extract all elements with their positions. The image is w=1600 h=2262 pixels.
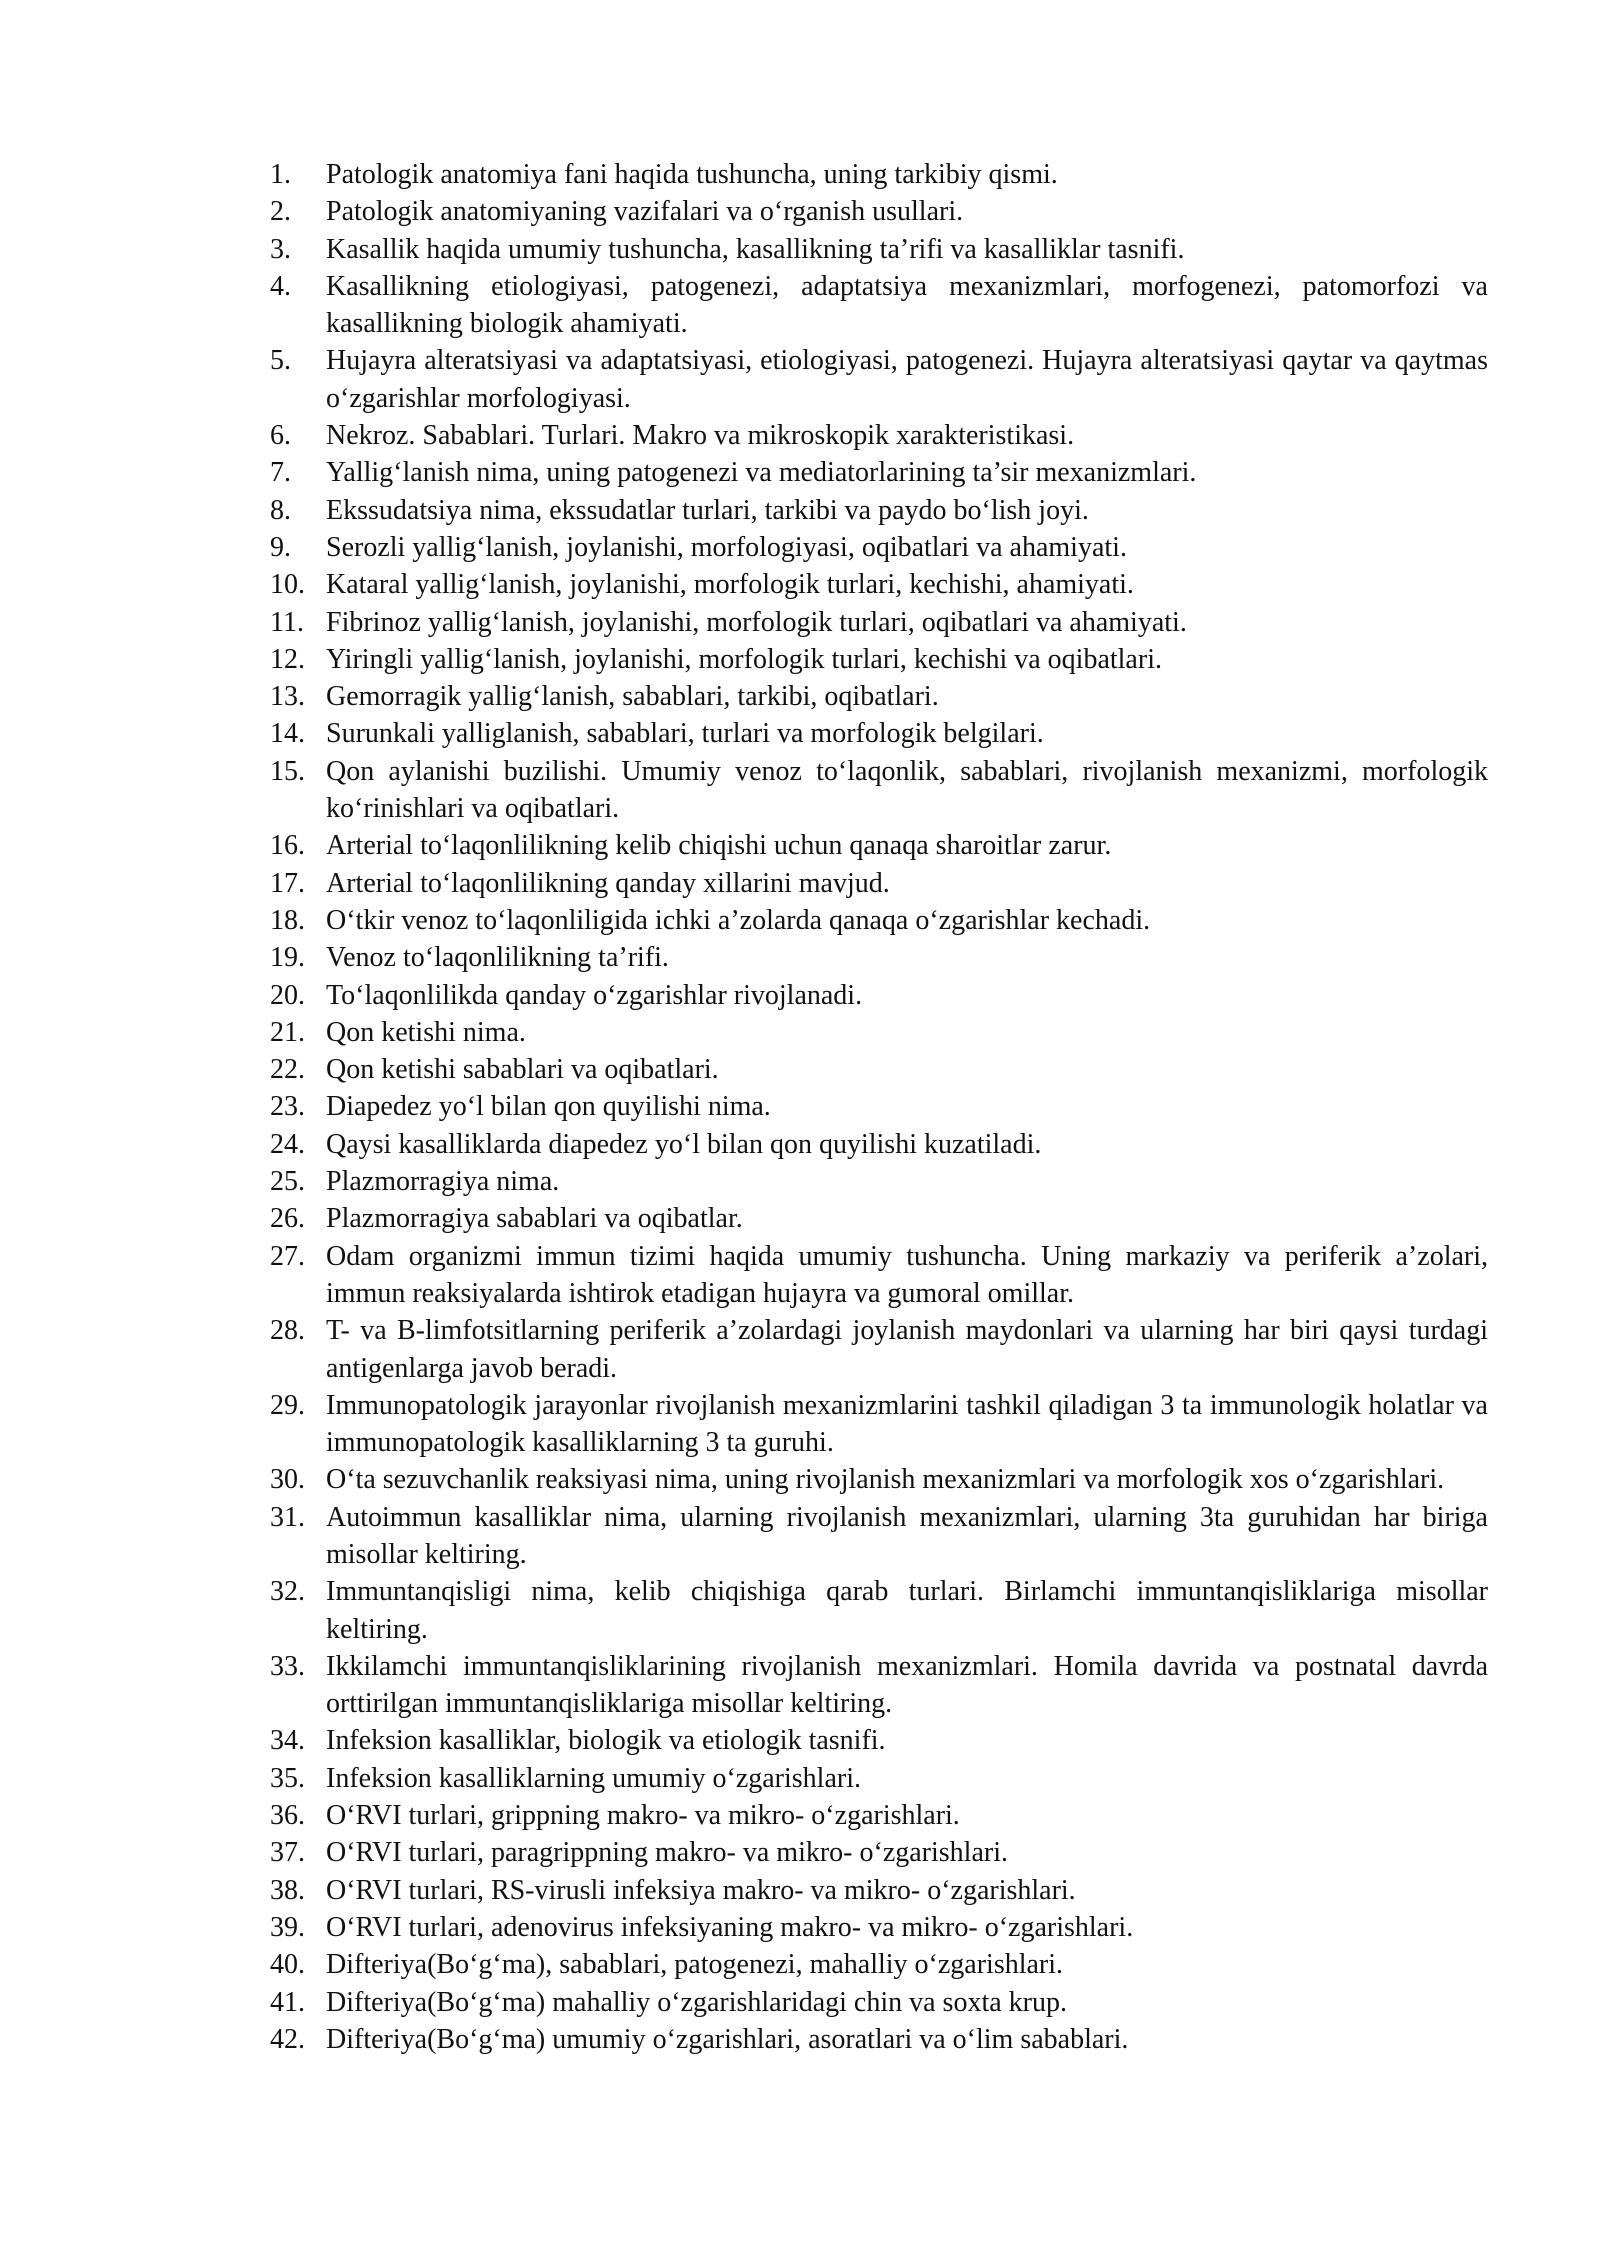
question-number: 16. [270, 830, 305, 862]
question-text: Autoimmun kasalliklar nima, ularning rivojlanish mexanizmlari, ularning 3ta guruhidan har biriga misollar keltiring. [326, 1501, 1488, 1570]
question-text: O‘RVI turlari, adenovirus infeksiyaning makro- va mikro- o‘zgarishlari. [326, 1911, 1134, 1943]
question-item [270, 1387, 1488, 1462]
question-number: 2. [270, 196, 291, 228]
question-number: 25. [270, 1166, 305, 1198]
question-item [270, 1014, 1488, 1051]
question-item [270, 1946, 1488, 1983]
question-text: Kasallikning etiologiyasi, patogenezi, adaptatsiya mexanizmlari, morfogenezi, patomorfozi va kasallikning biologik ahamiyati. [326, 270, 1488, 340]
question-number: 23. [270, 1091, 305, 1123]
question-text: Serozli yallig‘lanish, joylanishi, morfologiyasi, oqibatlari va ahamiyati. [326, 531, 1127, 563]
question-item [270, 1461, 1488, 1498]
question-item [270, 1088, 1488, 1125]
question-item [270, 417, 1488, 454]
question-item [270, 566, 1488, 603]
question-number: 4. [270, 270, 291, 302]
question-text: Difteriya(Bo‘g‘ma), sabablari, patogenezi, mahalliy o‘zgarishlari. [326, 1949, 1064, 1981]
question-number: 35. [270, 1762, 305, 1794]
question-number: 6. [270, 420, 291, 452]
question-item [270, 156, 1488, 193]
question-number: 12. [270, 643, 305, 675]
question-number: 14. [270, 718, 305, 750]
question-number: 11. [270, 606, 304, 638]
question-item [270, 604, 1488, 641]
question-item [270, 1648, 1488, 1723]
question-text: Arterial to‘laqonlilikning kelib chiqishi uchun qanaqa sharoitlar zarur. [326, 830, 1112, 862]
question-text: Plazmorragiya nima. [326, 1166, 560, 1198]
question-number: 32. [270, 1576, 305, 1608]
question-number: 40. [270, 1949, 305, 1981]
question-item [270, 193, 1488, 230]
question-text: O‘RVI turlari, paragrippning makro- va mikro- o‘zgarishlari. [326, 1837, 1008, 1869]
question-text: Infeksion kasalliklar, biologik va etiologik tasnifi. [326, 1725, 886, 1757]
question-text: Patologik anatomiya fani haqida tushuncha, uning tarkibiy qismi. [326, 159, 1058, 190]
question-number: 21. [270, 1016, 305, 1048]
question-item [270, 1834, 1488, 1871]
question-number: 38. [270, 1874, 305, 1906]
question-text: Diapedez yo‘l bilan qon quyilishi nima. [326, 1091, 771, 1123]
question-text: Immuntanqisligi nima, kelib chiqishiga qarab turlari. Birlamchi immuntanqisliklariga misollar keltiring. [326, 1576, 1488, 1645]
question-item [270, 529, 1488, 566]
question-number: 5. [270, 345, 291, 377]
question-text: Surunkali yalliglanish, sabablari, turlari va morfologik belgilari. [326, 718, 1044, 750]
question-number: 19. [270, 942, 305, 974]
question-item [270, 865, 1488, 902]
question-text: Immunopatologik jarayonlar rivojlanish mexanizmlarini tashkil qiladigan 3 ta immunologik holatlar va immunopatologik kasalliklarning 3 ta guruhi. [326, 1389, 1488, 1459]
question-item [270, 492, 1488, 529]
question-number: 7. [270, 457, 291, 489]
question-text: Fibrinoz yallig‘lanish, joylanishi, morfologik turlari, oqibatlari va ahamiyati. [326, 606, 1187, 638]
question-item [270, 1126, 1488, 1163]
question-text: Yiringli yallig‘lanish, joylanishi, morfologik turlari, kechishi va oqibatlari. [326, 643, 1162, 675]
question-item [270, 1722, 1488, 1759]
question-number: 10. [270, 569, 305, 601]
question-number: 33. [270, 1650, 305, 1682]
question-text: Qon aylanishi buzilishi. Umumiy venoz to‘laqonlik, sabablari, rivojlanish mexanizmi, morfologik ko‘rinishlari va oqibatlari. [326, 755, 1488, 825]
question-item [270, 641, 1488, 678]
question-text: Kasallik haqida umumiy tushuncha, kasallikning ta’rifi va kasalliklar tasnifi. [326, 233, 1185, 265]
question-text: O‘RVI turlari, grippning makro- va mikro- o‘zgarishlari. [326, 1800, 960, 1832]
question-list [270, 156, 1488, 2058]
question-text: Hujayra alteratsiyasi va adaptatsiyasi, etiologiyasi, patogenezi. Hujayra alteratsiyasi qaytar va qaytmas o‘zgarishlar morfologiyasi. [326, 345, 1488, 414]
question-text: O‘RVI turlari, RS-virusli infeksiya makro- va mikro- o‘zgarishlari. [326, 1874, 1076, 1906]
question-item [270, 1573, 1488, 1648]
question-text: Odam organizmi immun tizimi haqida umumiy tushuncha. Uning markaziy va periferik a’zolari, immun reaksiyalarda ishtirok etadigan hujayra va gumoral omillar. [326, 1240, 1488, 1309]
question-item [270, 1051, 1488, 1088]
question-text: Qon ketishi nima. [326, 1016, 526, 1048]
question-number: 41. [270, 1986, 305, 2018]
question-item [270, 342, 1488, 417]
question-item [270, 1312, 1488, 1387]
question-item [270, 678, 1488, 715]
question-number: 42. [270, 2023, 305, 2055]
question-text: Plazmorragiya sabablari va oqibatlar. [326, 1203, 743, 1235]
question-number: 27. [270, 1240, 305, 1272]
question-text: Nekroz. Sabablari. Turlari. Makro va mikroskopik xarakteristikasi. [326, 420, 1075, 452]
question-number: 9. [270, 531, 291, 563]
question-item [270, 715, 1488, 752]
question-item [270, 1872, 1488, 1909]
question-number: 15. [270, 755, 305, 787]
question-text: To‘laqonlilikda qanday o‘zgarishlar rivojlanadi. [326, 979, 863, 1011]
question-number: 29. [270, 1389, 305, 1421]
question-number: 26. [270, 1203, 305, 1235]
question-item [270, 231, 1488, 268]
question-text: Yallig‘lanish nima, uning patogenezi va mediatorlarining ta’sir mexanizmlari. [326, 457, 1197, 489]
question-text: Qon ketishi sabablari va oqibatlari. [326, 1054, 719, 1086]
question-text: Kataral yallig‘lanish, joylanishi, morfologik turlari, kechishi, ahamiyati. [326, 569, 1134, 601]
question-item [270, 1238, 1488, 1313]
question-text: O‘ta sezuvchanlik reaksiyasi nima, uning rivojlanish mexanizmlari va morfologik xos o‘zgarishlari. [326, 1464, 1445, 1496]
question-item [270, 939, 1488, 976]
question-item [270, 1984, 1488, 2021]
question-number: 3. [270, 233, 291, 265]
question-number: 1. [270, 159, 291, 190]
question-number: 39. [270, 1911, 305, 1943]
question-number: 22. [270, 1054, 305, 1086]
question-item [270, 827, 1488, 864]
question-text: Qaysi kasalliklarda diapedez yo‘l bilan qon quyilishi kuzatiladi. [326, 1128, 1042, 1160]
question-number: 30. [270, 1464, 305, 1496]
question-text: Arterial to‘laqonlilikning qanday xillarini mavjud. [326, 867, 890, 899]
question-number: 34. [270, 1725, 305, 1757]
question-number: 13. [270, 681, 305, 713]
question-text: T- va B-limfotsitlarning periferik a’zolardagi joylanish maydonlari va ularning har biri qaysi turdagi antigenlarga javob beradi. [326, 1315, 1488, 1384]
question-item [270, 1499, 1488, 1574]
question-text: Patologik anatomiyaning vazifalari va o‘rganish usullari. [326, 196, 964, 228]
question-number: 17. [270, 867, 305, 899]
question-text: Venoz to‘laqonlilikning ta’rifi. [326, 942, 669, 974]
question-number: 37. [270, 1837, 305, 1869]
question-item [270, 1909, 1488, 1946]
question-text: O‘tkir venoz to‘laqonliligida ichki a’zolarda qanaqa o‘zgarishlar kechadi. [326, 904, 1151, 936]
question-text: Infeksion kasalliklarning umumiy o‘zgarishlari. [326, 1762, 861, 1794]
question-item [270, 753, 1488, 828]
question-item [270, 902, 1488, 939]
question-text: Ikkilamchi immuntanqisliklarining rivojlanish mexanizmlari. Homila davrida va postnatal davrda orttirilgan immuntanqisliklariga misollar keltiring. [326, 1650, 1488, 1720]
question-number: 36. [270, 1800, 305, 1832]
question-item [270, 1200, 1488, 1237]
question-number: 24. [270, 1128, 305, 1160]
question-number: 28. [270, 1315, 305, 1347]
question-number: 20. [270, 979, 305, 1011]
question-item [270, 2021, 1488, 2058]
question-item [270, 268, 1488, 343]
question-number: 31. [270, 1501, 305, 1533]
question-text: Difteriya(Bo‘g‘ma) umumiy o‘zgarishlari, asoratlari va o‘lim sabablari. [326, 2023, 1129, 2055]
question-item [270, 977, 1488, 1014]
question-item [270, 454, 1488, 491]
question-number: 8. [270, 494, 291, 526]
question-text: Difteriya(Bo‘g‘ma) mahalliy o‘zgarishlaridagi chin va soxta krup. [326, 1986, 1067, 2018]
question-text: Gemorragik yallig‘lanish, sabablari, tarkibi, oqibatlari. [326, 681, 939, 713]
question-text: Ekssudatsiya nima, ekssudatlar turlari, tarkibi va paydo bo‘lish joyi. [326, 494, 1089, 526]
question-item [270, 1760, 1488, 1797]
question-item [270, 1797, 1488, 1834]
question-number: 18. [270, 904, 305, 936]
question-item [270, 1163, 1488, 1200]
